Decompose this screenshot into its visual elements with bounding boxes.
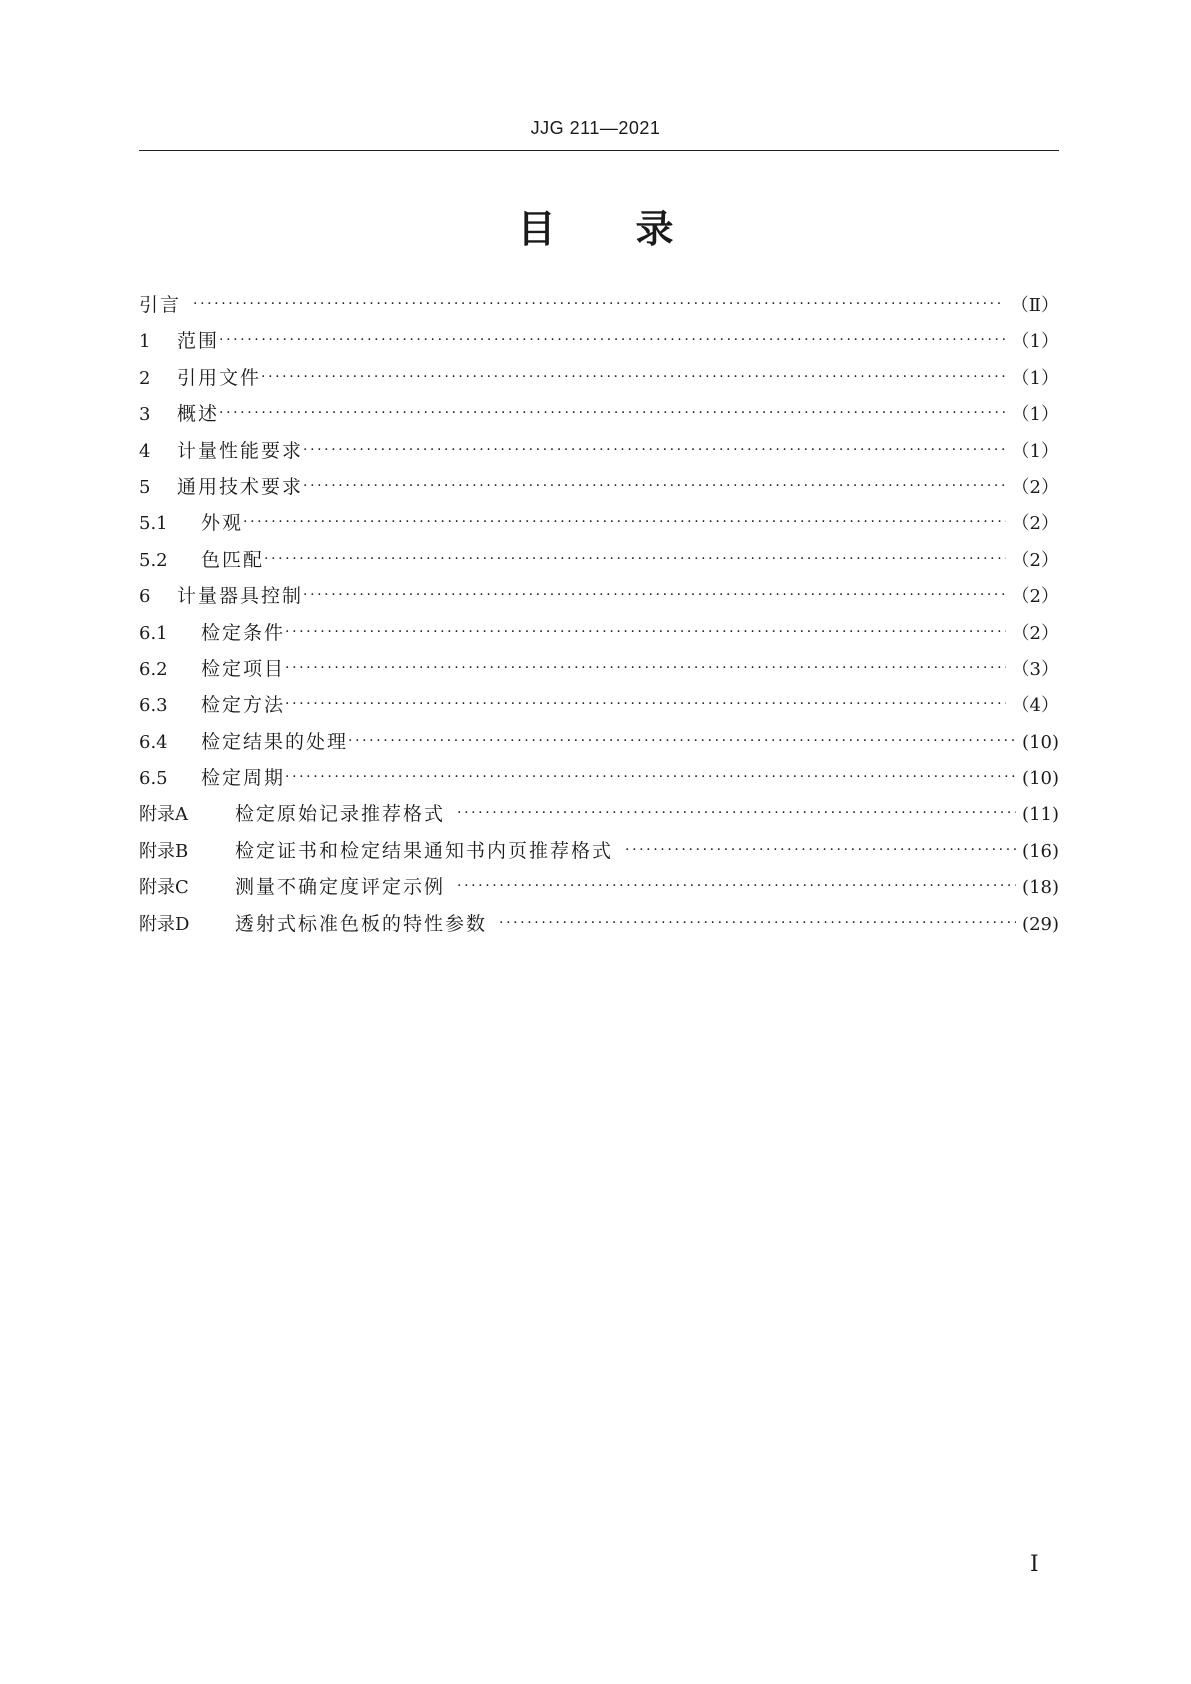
toc-entry-page: (10) [1022,768,1059,790]
standard-code: JJG 211—2021 [530,118,661,138]
toc-entry-title: 检定周期 [201,767,286,790]
toc-entry-title: 检定项目 [201,657,286,680]
toc-leader-dots [348,733,1016,749]
toc-entry-1[interactable] [139,326,1059,362]
toc-entry-page: (16) [1022,840,1059,862]
toc-entry-page: （Ⅱ） [1010,295,1059,316]
toc-entry-title: 检定条件 [201,621,286,644]
toc-entry-page: （1） [1011,331,1059,353]
toc-entry-title: 引用文件 [177,366,262,389]
toc-entry-number: 4 [139,440,151,462]
toc-entry-number: 6.4 [139,731,168,753]
toc-entry-appendix-a[interactable] [139,799,1059,835]
toc-leader-dots [285,660,1006,676]
toc-entry-title: 范围 [177,330,220,353]
toc-entry-title: 测量不确定度评定示例 [235,876,446,899]
toc-entry-title: 色匹配 [201,548,265,571]
toc-entry-page: （2） [1011,622,1059,644]
toc-entry-title: 通用技术要求 [177,475,304,498]
toc-entry-title: 计量器具控制 [177,585,304,608]
toc-entry-page: （1） [1011,440,1059,462]
toc-entry-6-5[interactable] [139,763,1059,799]
toc-entry-appendix-c[interactable] [139,872,1059,908]
toc-entry-title: 检定结果的处理 [201,730,349,753]
toc-entry-6-1[interactable] [139,618,1059,654]
toc-entry-title: 计量性能要求 [177,439,304,462]
toc-entry-number: 附录B [139,840,189,862]
toc-leader-dots [303,478,1006,494]
toc-entry-number: 6.5 [139,768,168,790]
toc-leader-dots [285,696,1006,712]
toc-leader-dots [303,587,1006,603]
page-number: Ⅰ [1030,1552,1039,1577]
toc-leader-dots [193,296,1005,312]
toc-entry-number: 5.1 [139,513,168,535]
toc-entry-6-3[interactable] [139,690,1059,726]
toc-entry-number: 6 [139,586,151,608]
toc-entry-appendix-b[interactable] [139,836,1059,872]
toc-leader-dots [625,842,1016,858]
toc-entry-page: (18) [1022,877,1059,899]
toc-entry-page: （3） [1011,658,1059,680]
toc-entry-number: 5 [139,476,151,498]
toc-entry-5-2[interactable] [139,545,1059,581]
toc-leader-dots [457,878,1016,894]
toc-entry-number: 2 [139,367,151,389]
toc-entry-2[interactable] [139,363,1059,399]
toc-entry-page: （2） [1011,476,1059,498]
header-divider [139,150,1059,151]
toc-leader-dots [219,332,1006,348]
page-title [0,198,1191,253]
toc-entry-number: 附录C [139,877,189,899]
toc-entry-title: 引言 [139,294,182,316]
toc-entry-page: (10) [1022,731,1059,753]
toc-entry-5-1[interactable] [139,508,1059,544]
toc-leader-dots [303,442,1006,458]
table-of-contents [139,290,1059,945]
toc-entry-page: （2） [1011,586,1059,608]
toc-leader-dots [285,624,1006,640]
toc-leader-dots [457,805,1016,821]
toc-entry-3[interactable] [139,399,1059,435]
toc-entry-number: 3 [139,404,151,426]
toc-entry-number: 6.3 [139,695,168,717]
toc-entry-number: 1 [139,331,151,353]
toc-entry-page: （2） [1011,549,1059,571]
title-char-1: 目 [517,207,556,251]
toc-entry-page: (11) [1022,804,1059,826]
toc-entry-title: 外观 [201,512,244,535]
toc-entry-number: 6.2 [139,658,168,680]
toc-entry-appendix-d[interactable] [139,909,1059,945]
toc-leader-dots [285,769,1016,785]
toc-leader-dots [264,551,1006,567]
toc-entry-number: 附录D [139,913,190,935]
toc-entry-title: 检定方法 [201,694,286,717]
toc-entry-6-4[interactable] [139,727,1059,763]
toc-leader-dots [499,915,1016,931]
toc-entry-page: (29) [1022,913,1059,935]
toc-entry-number: 附录A [139,804,188,826]
toc-entry-number: 6.1 [139,622,168,644]
toc-entry-5[interactable] [139,472,1059,508]
toc-entry-title: 检定原始记录推荐格式 [235,803,446,826]
toc-entry-6-2[interactable] [139,654,1059,690]
toc-entry-page: （4） [1011,695,1059,717]
toc-entry-page: （2） [1011,513,1059,535]
toc-entry-title: 检定证书和检定结果通知书内页推荐格式 [235,839,614,862]
toc-entry-page: （1） [1011,367,1059,389]
toc-leader-dots [243,514,1006,530]
toc-entry-title: 透射式标准色板的特性参数 [235,912,488,935]
toc-entry-number: 5.2 [139,549,168,571]
toc-leader-dots [261,369,1006,385]
toc-entry-6[interactable] [139,581,1059,617]
toc-entry-4[interactable] [139,436,1059,472]
toc-entry-introduction[interactable] [139,290,1059,326]
title-char-2: 录 [635,207,674,251]
toc-entry-title: 概述 [177,403,220,426]
toc-entry-page: （1） [1011,404,1059,426]
toc-leader-dots [219,405,1006,421]
